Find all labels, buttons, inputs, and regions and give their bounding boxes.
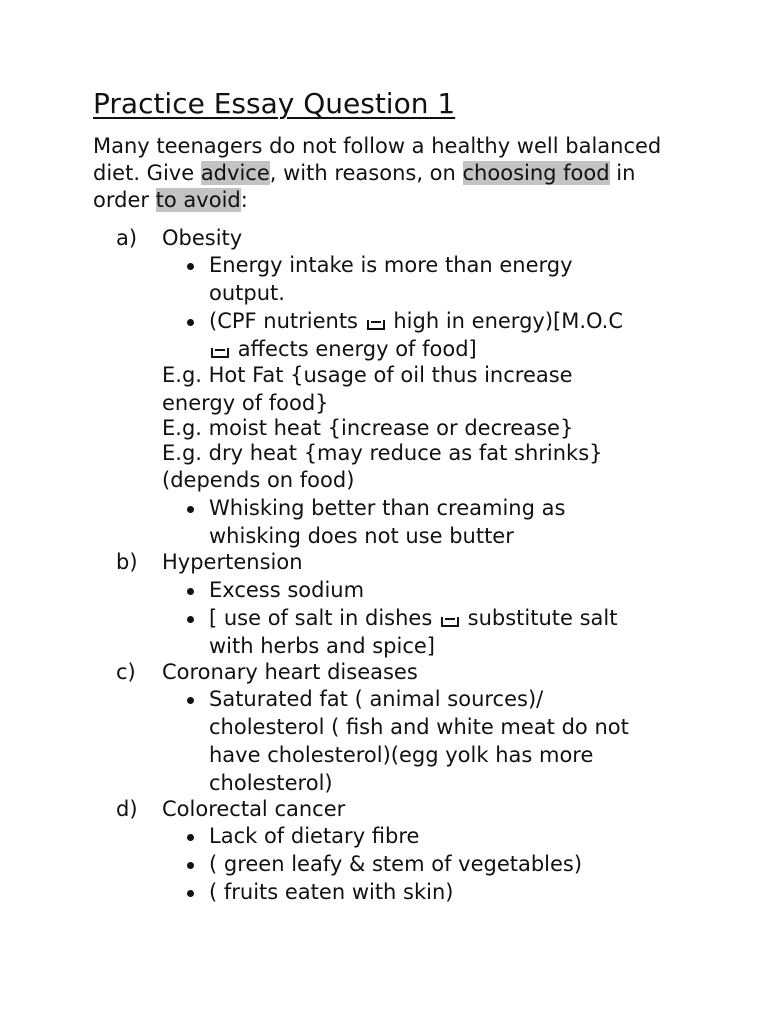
highlight-advice: advice <box>200 161 270 185</box>
section-heading-coronary: Coronary heart diseases <box>162 660 418 684</box>
section-heading-hypertension: Hypertension <box>162 550 303 574</box>
example-line: (depends on food) <box>162 468 355 492</box>
list-item <box>209 605 618 632</box>
arrow-icon <box>211 348 229 358</box>
question-prompt <box>93 133 693 214</box>
section-label-c: c) <box>116 660 136 684</box>
list-item <box>209 308 623 335</box>
list-item: Excess sodium <box>209 578 365 602</box>
list-item-text: (CPF nutrients <box>209 309 358 333</box>
list-item-continuation: have cholesterol)(egg yolk has more <box>209 743 594 767</box>
example-line: E.g. moist heat {increase or decrease} <box>162 416 574 440</box>
list-item-text: substitute salt <box>467 606 618 630</box>
example-line: E.g. dry heat {may reduce as fat shrinks} <box>162 441 603 465</box>
prompt-text: Many teenagers do not follow a healthy well balanced diet. Give <box>93 134 662 185</box>
list-item-continuation: cholesterol ( fish and white meat do not <box>209 715 629 739</box>
section-heading-colorectal: Colorectal cancer <box>162 797 346 821</box>
bullet-icon <box>187 834 194 841</box>
list-item-continuation: whisking does not use butter <box>209 524 514 548</box>
list-item-continuation: cholesterol) <box>209 771 333 795</box>
bullet-icon <box>187 263 194 270</box>
list-item-text: affects energy of food] <box>237 337 477 361</box>
list-item-continuation <box>209 336 477 363</box>
arrow-icon <box>367 320 385 330</box>
bullet-icon <box>187 506 194 513</box>
list-item-text: [ use of salt in dishes <box>209 606 433 630</box>
bullet-icon <box>187 588 194 595</box>
prompt-text: : <box>240 188 248 212</box>
list-item: ( green leafy & stem of vegetables) <box>209 852 583 876</box>
list-item-continuation: with herbs and spice] <box>209 634 435 658</box>
section-label-d: d) <box>116 797 138 821</box>
section-label-a: a) <box>116 226 138 250</box>
list-item: Whisking better than creaming as <box>209 496 566 520</box>
prompt-text: in order <box>93 161 636 212</box>
example-line: energy of food} <box>162 391 329 415</box>
bullet-icon <box>187 697 194 704</box>
section-label-b: b) <box>116 550 138 574</box>
list-item-text: high in energy)[M.O.C <box>393 309 624 333</box>
bullet-icon <box>187 616 194 623</box>
example-line: E.g. Hot Fat {usage of oil thus increase <box>162 363 573 387</box>
bullet-icon <box>187 890 194 897</box>
list-item: Lack of dietary fibre <box>209 824 420 848</box>
list-item: ( fruits eaten with skin) <box>209 880 454 904</box>
list-item-continuation: output. <box>209 281 285 305</box>
arrow-icon <box>441 617 459 627</box>
list-item: Energy intake is more than energy <box>209 253 573 277</box>
list-item: Saturated fat ( animal sources)/ <box>209 687 544 711</box>
bullet-icon <box>187 319 194 326</box>
highlight-choosing-food: choosing food <box>462 161 610 185</box>
section-heading-obesity: Obesity <box>162 226 243 250</box>
bullet-icon <box>187 862 194 869</box>
page-title: Practice Essay Question 1 <box>93 87 456 120</box>
highlight-to-avoid: to avoid <box>155 188 241 212</box>
prompt-text: , with reasons, on <box>269 161 463 185</box>
